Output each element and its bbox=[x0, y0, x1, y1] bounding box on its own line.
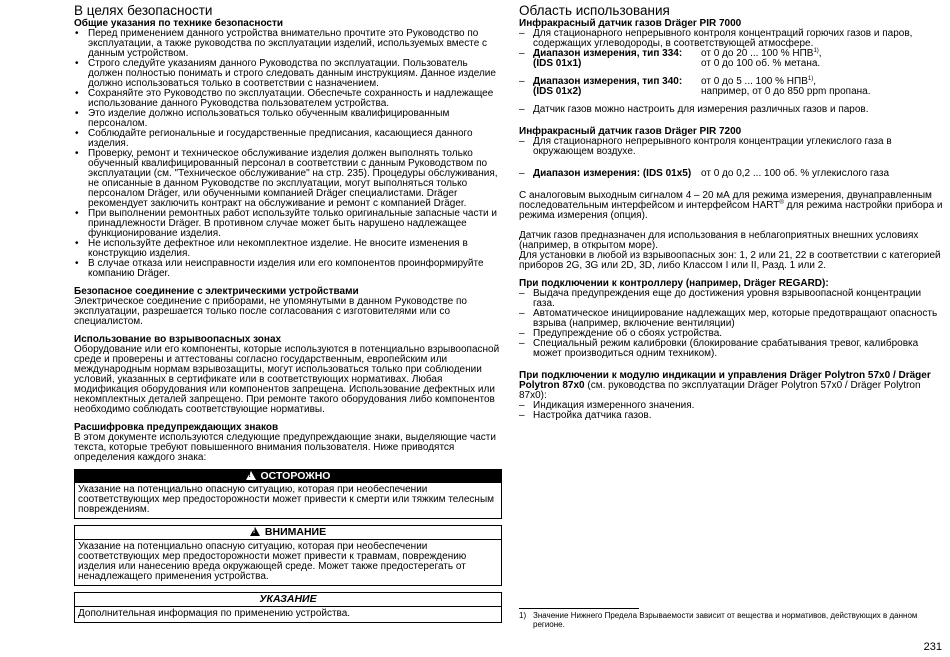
signs-text: В этом документе используются следующие предупреждающие знаки, выделяющие части текста, которые требуют повышенного внимания пользователя. Ниже приводятся определения каждого знака: bbox=[74, 432, 496, 463]
controller-heading: При подключении к контроллеру (например, Dräger REGARD): bbox=[519, 278, 829, 289]
section-title-safety: В целях безопасности bbox=[74, 3, 213, 18]
caution-title: ОСТОРОЖНО bbox=[260, 470, 331, 482]
pir7000-list-end bbox=[519, 105, 944, 115]
polytron-list bbox=[519, 401, 944, 421]
list-item: – Настройка датчика газов. bbox=[519, 411, 944, 421]
range-340-ids: (IDS 01x2) bbox=[533, 86, 582, 97]
list-item: – Автоматическое инициирование надлежащих мер, которые предотвращают опасность взрыва (например, включение вентиляции) bbox=[519, 309, 944, 329]
list-item: – Индикация измеренного значения. bbox=[519, 401, 944, 411]
range-340-value-2: например, от 0 до 850 ppm пропана. bbox=[701, 86, 871, 97]
range-340 bbox=[519, 77, 944, 97]
range-340-comma: , bbox=[813, 76, 817, 87]
registered-mark: ® bbox=[779, 200, 784, 206]
list-item: – Предупреждение об о сбоях устройства. bbox=[519, 329, 944, 339]
polytron-heading: При подключении к модулю индикации и управления Dräger Polytron 57x0 / Dräger Polytron 87x0 bbox=[519, 370, 931, 391]
list-item: – Для стационарного непрерывного контроля концентрации углекислого газа в окружающем воздухе. bbox=[519, 137, 944, 157]
polytron-text: (см. руководства по эксплуатации Dräger Polytron 57x0 / Dräger Polytron 87x0): bbox=[519, 380, 921, 401]
note-box bbox=[74, 592, 502, 623]
range-334-value bbox=[701, 49, 944, 69]
range-334 bbox=[519, 49, 944, 69]
list-item: – Выдача предупреждения еще до достижения уровня взрывоопасной концентрации газа. bbox=[519, 289, 944, 309]
signs-heading: Расшифровка предупреждающих знаков bbox=[74, 422, 279, 433]
hazard-heading: Использование во взрывоопасных зонах bbox=[74, 334, 282, 345]
pir7200-heading: Инфракрасный датчик газов Dräger PIR 7200 bbox=[519, 126, 742, 137]
analog-text-b: для режима настройки прибора и режима измерения (опция). bbox=[519, 200, 943, 221]
polytron-paragraph bbox=[519, 371, 944, 401]
caution-text: Указание на потенциально опасную ситуацию, которая при необеспечении соответствующих мер предосторожности может привести к смерти или тяжким телесным повреждениям. bbox=[78, 484, 495, 515]
list-item: – Специальный режим калибровки (блокирование срабатывания тревог, калибровка может производиться одним техником). bbox=[519, 339, 944, 359]
list-item: – Для стационарного непрерывного контроля концентраций горючих газов и паров, содержащих углеводороды, в соответствующей атмосфере. bbox=[519, 29, 944, 49]
range-7200-value: от 0 до 0,2 ... 100 об. % углекислого газа bbox=[701, 168, 890, 179]
list-item: • Соблюдайте региональные и государственные предписания, касающиеся данного изделия. bbox=[74, 129, 502, 149]
attention-box bbox=[74, 525, 502, 586]
right-column bbox=[519, 0, 944, 421]
pir7200-list bbox=[519, 137, 944, 157]
electrical-text: Электрическое соединение с приборами, не упомянутыми в данном Руководстве по эксплуатации, разрешается только после согласования с изготовителями или со специалистом. bbox=[74, 296, 467, 327]
footnote-ref: 1) bbox=[807, 76, 814, 82]
range-334-ids: (IDS 01x1) bbox=[533, 58, 582, 69]
range-340-label bbox=[519, 77, 701, 97]
warning-triangle-icon bbox=[246, 471, 256, 480]
general-safety-list bbox=[74, 29, 502, 279]
footnote-divider bbox=[519, 608, 639, 609]
range-334-comma: , bbox=[818, 48, 822, 59]
controller-list bbox=[519, 289, 944, 359]
analog-output-text bbox=[519, 191, 944, 221]
general-safety-heading: Общие указания по технике безопасности bbox=[74, 18, 284, 29]
warning-triangle-icon bbox=[250, 527, 260, 536]
caution-box bbox=[74, 469, 502, 519]
list-item: • Проверку, ремонт и техническое обслуживание изделия должен выполнять только обученный квалифицированный персонал в соответствии с данным Руководством по эксплуатации (см. "Техническое обслуживание" на стр. 235). Процедуры обслуживания, не описанные в данном Руководстве по эксплуатации, могут выполняться только персоналом Dräger, или обученными компанией Dräger специалистами. Dräger рекомендует заключить контракт на обслуживание и ремонт с компанией Dräger. bbox=[74, 149, 502, 209]
list-item: • Сохраняйте это Руководство по эксплуатации. Обеспечьте сохранность и надлежащее использование данного Руководства пользователем устройства. bbox=[74, 89, 502, 109]
list-item: – Датчик газов можно настроить для измерения различных газов и паров. bbox=[519, 105, 944, 115]
note-header bbox=[75, 593, 501, 607]
caution-header bbox=[75, 470, 501, 483]
intended-use-text: Датчик газов предназначен для использования в неблагоприятных внешних условиях (например, в открытом море). bbox=[519, 230, 919, 251]
range-340-label-line: – Диапазон измерения, тип 340: bbox=[533, 76, 683, 87]
range-334-value-text: от 0 до 20 ... 100 % НПВ bbox=[701, 48, 814, 59]
analog-text-a: С аналоговым выходным сигналом 4 – 20 мА для режима измерения, двунаправленным последовательным интерфейсом и интерфейсом HART bbox=[519, 190, 932, 211]
attention-title: ВНИМАНИЕ bbox=[264, 526, 327, 538]
range-334-label-line: – Диапазон измерения, тип 334: bbox=[533, 48, 683, 59]
attention-text: Указание на потенциально опасную ситуацию, которая при необеспечении соответствующих мер предосторожности может привести к травмам, повреждению изделия или нанесению вреда окружающей среде. Может также предостерегать от ненадлежащего применения устройства. bbox=[78, 541, 467, 582]
left-column bbox=[74, 0, 502, 623]
zones-text: Для установки в любой из взрывоопасных зон: 1, 2 или 21, 22 в соответствии с категорией приборов 2G, 3G или 2D, 3D, либо Классом I или II, Разд. 1 или 2. bbox=[519, 250, 941, 271]
range-7200 bbox=[519, 169, 944, 179]
range-340-value bbox=[701, 77, 944, 97]
pir7000-heading: Инфракрасный датчик газов Dräger PIR 7000 bbox=[519, 18, 742, 29]
footnote-ref: 1) bbox=[813, 48, 819, 54]
footnote bbox=[519, 611, 944, 629]
pir7000-list bbox=[519, 29, 944, 49]
range-340-value-text: от 0 до 5 ... 100 % НПВ bbox=[701, 76, 808, 87]
list-item: • В случае отказа или неисправности изделия или его компонентов проинформируйте компанию Dräger. bbox=[74, 259, 502, 279]
hazard-text: Оборудование или его компоненты, которые используются в потенциально взрывоопасной среде и проверены и аттестованы согласно государственным, европейским или международным нормам взрывозащиты, могут использоваться только при соблюдении условий, указанных в сертификате или в соответствующих нормативах. Любая модификация оборудования или компонентов запрещена. Использование дефектных или некомплектных деталей запрещено. При ремонте такого оборудования либо компонентов необходимо соблюдать соответствующие нормативы. bbox=[74, 344, 500, 415]
list-item: • Не используйте дефектное или некомплектное изделие. Не вносите изменения в конструкцию изделия. bbox=[74, 239, 502, 259]
list-item: • При выполнении ремонтных работ используйте только оригинальные запасные части и принадлежности Dräger. В противном случае может быть нарушено надлежащее функционирование изделия. bbox=[74, 209, 502, 239]
note-title: УКАЗАНИЕ bbox=[259, 593, 317, 605]
range-334-label bbox=[519, 49, 701, 69]
range-7200-label: – Диапазон измерения: (IDS 01x5) bbox=[519, 169, 701, 179]
electrical-heading: Безопасное соединение с электрическими устройствами bbox=[74, 286, 359, 297]
list-item: • Строго следуйте указаниям данного Руководства по эксплуатации. Пользователь должен полностью понимать и строго следовать данным инструкциям. Данное изделие должно использоваться только в соответствии с назначением. bbox=[74, 59, 502, 89]
list-item: • Перед применением данного устройства внимательно прочтите это Руководство по эксплуатации, а также руководства по эксплуатации изделий, используемых вместе с данным устройством. bbox=[74, 29, 502, 59]
note-text: Дополнительная информация по применению устройства. bbox=[78, 608, 351, 619]
footnote-text: Значение Нижнего Предела Взрываемости зависит от вещества и нормативов, действующих в данном регионе. bbox=[533, 611, 918, 629]
page-number: 231 bbox=[923, 641, 942, 653]
range-334-value-2: от 0 до 100 об. % метана. bbox=[701, 58, 821, 69]
attention-header bbox=[75, 526, 501, 540]
footnote-number: 1) bbox=[519, 611, 527, 620]
section-title-usage: Область использования bbox=[519, 3, 670, 18]
list-item: • Это изделие должно использоваться только обученным квалифицированным персоналом. bbox=[74, 109, 502, 129]
